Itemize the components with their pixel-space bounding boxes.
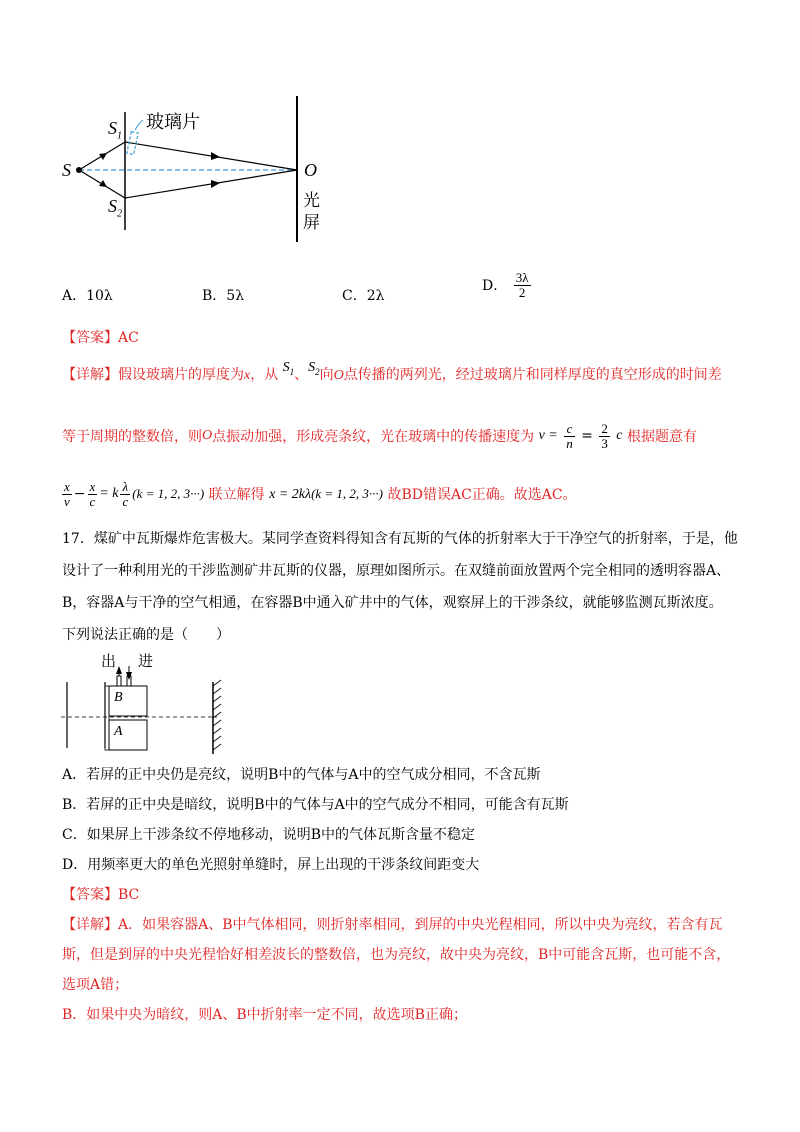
q17-detail-line3: 选项A错；: [62, 977, 129, 993]
arrow-3: [211, 152, 220, 160]
glass-pointer: [135, 120, 143, 130]
q17-detail-line4: B．如果中央为暗纹，则A、B中折射率一定不同，故选项B正确；: [62, 1007, 467, 1023]
q16-option-b: B．5λ: [202, 288, 245, 304]
q17-option-a: A．若屏的正中央仍是亮纹，说明B中的气体与A中的空气成分相同，不含瓦斯: [62, 767, 541, 783]
q17-detail-line1: 【详解】A．如果容器A、B中气体相同，则折射率相同，到屏的中央光程相同，所以中央为亮纹，若含有瓦: [62, 917, 723, 933]
q17-detail-line2: 斯，但是到屏的中央光程恰好相差波长的整数倍，也为亮纹，故中央为亮纹，B中可能含瓦斯，也可能不含，: [62, 947, 731, 963]
q16-option-d: D． $\frac{3\lambda}{2}$: [482, 270, 529, 300]
pipe-out: [117, 676, 121, 686]
q16-detail-line3: $\frac{x}{v}$ − $\frac{x}{c}$ = k $\frac{\lambda}{c}$ (k = 1, 2, 3···) 联立解得 x = 2kλ(k = 1, 2, 3···) 故BD错误AC正确。故选AC。: [64, 479, 577, 509]
q16-detail-line2: 等于周期的整数倍，则O点振动加强，形成亮条纹，光在玻璃中的传播速度为 v = $\frac{c}{n}$ = $\frac{2}{3}$ c 根据题意有: [62, 421, 697, 451]
screen-hatching: [213, 680, 221, 750]
q16-option-a: A．10λ: [62, 288, 113, 304]
q17-option-c: C．如果屏上干涉条纹不停地移动，说明B中的气体瓦斯含量不稳定: [62, 827, 475, 843]
label-screen-2: 屏: [303, 213, 320, 233]
label-b: B: [114, 690, 123, 705]
q17-option-b: B．若屏的正中央是暗纹，说明B中的气体与A中的空气成分不相同，可能含有瓦斯: [62, 797, 569, 813]
label-s: S: [62, 160, 71, 180]
q17-stem-line1: 17．煤矿中瓦斯爆炸危害极大。某同学查资料得知含有瓦斯的气体的折射率大于干净空气的折射率，于是，他: [62, 531, 738, 547]
label-in: 进: [138, 652, 154, 670]
q17-option-d: D．用频率更大的单色光照射单缝时，屏上出现的干涉条纹间距变大: [62, 857, 480, 873]
q17-answer: 【答案】BC: [62, 887, 140, 903]
label-s1: $S_1$: [108, 118, 122, 142]
q17-stem-line4: 下列说法正确的是（ ）: [62, 627, 230, 643]
label-out: 出: [101, 652, 117, 670]
double-slit-diagram: [55, 90, 345, 250]
label-screen-1: 光: [303, 191, 320, 211]
arrow-4: [211, 180, 220, 188]
q16-detail-line1: 【详解】假设玻璃片的厚度为x，从 $S_1$、$S_2$向O点传播的两列光，经过玻璃片和同样厚度的真空形成的时间差: [62, 360, 722, 383]
q16-answer: 【答案】AC: [62, 330, 139, 346]
q16-option-c: C．2λ: [342, 288, 385, 304]
q17-stem-line3: B，容器A与干净的空气相通，在容器B中通入矿井中的气体，观察屏上的干涉条纹，就能够监测瓦斯浓度。: [62, 595, 723, 611]
label-a: A: [114, 724, 123, 739]
q17-stem-line2: 设计了一种利用光的干涉监测矿井瓦斯的仪器，原理如图所示。在双缝前面放置两个完全相同的透明容器A、: [62, 563, 731, 579]
label-s2: $S_2$: [108, 196, 122, 220]
label-o: O: [304, 160, 317, 180]
label-glass: 玻璃片: [146, 112, 200, 133]
